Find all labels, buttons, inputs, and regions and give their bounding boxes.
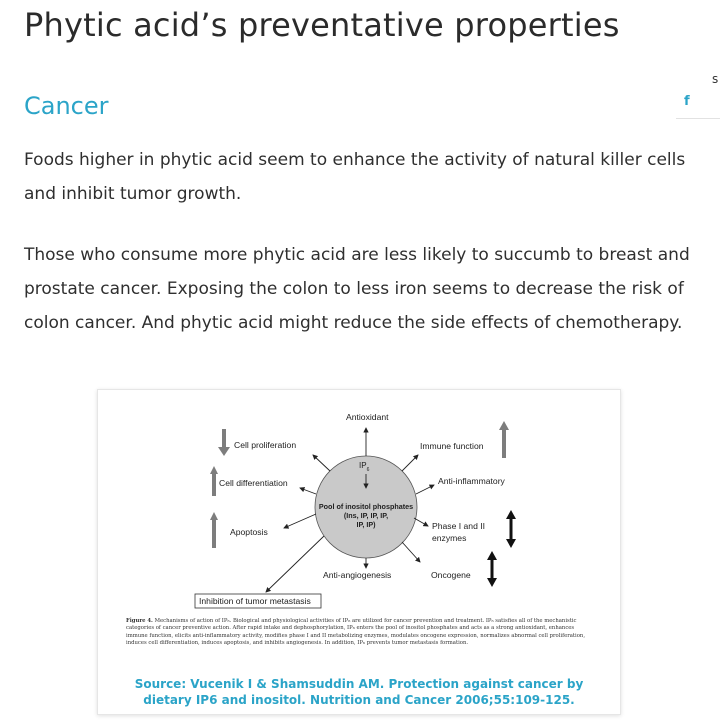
up-down-arrow-icon — [487, 551, 497, 587]
label-phase-enzymes-2: enzymes — [432, 533, 467, 543]
up-arrow-icon — [499, 421, 509, 458]
figure-card — [97, 389, 621, 715]
figure-source-link[interactable]: Source: Vucenik I & Shamsuddin AM. Protection against cancer by dietary IP6 and inositol. Nutrition and Cancer 2006;55:109-125. — [134, 677, 584, 707]
arrow-cell-proliferation — [313, 455, 330, 471]
paragraph-intro: Foods higher in phytic acid seem to enhance the activity of natural killer cells and inhibit tumor growth. — [24, 150, 686, 204]
label-inhibition-metastasis: Inhibition of tumor metastasis — [199, 596, 311, 606]
up-arrow-icon — [210, 512, 218, 548]
sidebar-divider — [676, 118, 720, 119]
label-oncogene: Oncogene — [431, 570, 471, 580]
label-anti-angiogenesis: Anti-angiogenesis — [323, 570, 392, 580]
label-cell-proliferation: Cell proliferation — [234, 440, 297, 450]
arrow-apoptosis — [284, 514, 316, 528]
mechanism-diagram — [98, 390, 620, 620]
caption-label: Figure 4. — [126, 618, 153, 624]
label-cell-differentiation: Cell differentiation — [219, 478, 288, 488]
arrow-phase-enzymes — [414, 518, 428, 526]
down-arrow-icon — [218, 429, 230, 456]
label-pool-line-2: (Ins, IP, IP, IP, — [343, 511, 389, 520]
label-antioxidant: Antioxidant — [346, 412, 389, 422]
label-pool-line-3: IP, IP) — [356, 520, 376, 529]
caption-text: Mechanisms of action of IP₆. Biological and physiological activities of IP₆ are utilized for cancer prevention and treatment. IP₆ satisfies all of the mechanistic categories of cancer preventive action. After rapid intake and dephosphorylation, IP₆ enters the pool of inositol phosphates and acts as a strong antioxidant, enhances immune function, elicits anti-inflammatory activity, modifies phase I and II metabolizing enzymes, modulates oncogene expression, normalizes abnormal cell proliferation, induces cell differentiation, induces apoptosis, and inhibits angiogenesis. In addition, IP₆ prevents tumor metastasis formation. — [126, 618, 586, 647]
sidebar-partial-text: s — [712, 72, 719, 86]
label-apoptosis: Apoptosis — [230, 527, 268, 537]
label-anti-inflammatory: Anti-inflammatory — [438, 476, 505, 486]
arrow-immune-function — [402, 455, 418, 471]
up-down-arrow-icon — [506, 510, 516, 548]
arrow-metastasis — [266, 536, 324, 592]
arrow-oncogene — [402, 542, 420, 562]
label-pool-line-1: Pool of inositol phosphates — [318, 502, 414, 511]
up-arrow-icon — [210, 466, 218, 496]
section-heading-cancer: Cancer — [24, 92, 109, 120]
arrow-cell-differentiation — [300, 488, 316, 494]
paragraph-cancer-risk: Those who consume more phytic acid are less likely to succumb to breast and prostate cancer. Exposing the colon to less iron seems to decrease the risk of colon cancer. And phytic acid might reduce the side effects of chemotherapy. — [24, 245, 690, 333]
arrow-anti-inflammatory — [416, 485, 434, 494]
label-ip6: $IP_6$ — [359, 461, 370, 473]
figure-caption — [126, 618, 596, 648]
label-immune-function: Immune function — [420, 441, 484, 451]
facebook-icon[interactable]: f — [684, 94, 690, 109]
label-phase-enzymes-1: Phase I and II — [432, 521, 486, 531]
page-title: Phytic acid’s preventative properties — [24, 6, 620, 44]
